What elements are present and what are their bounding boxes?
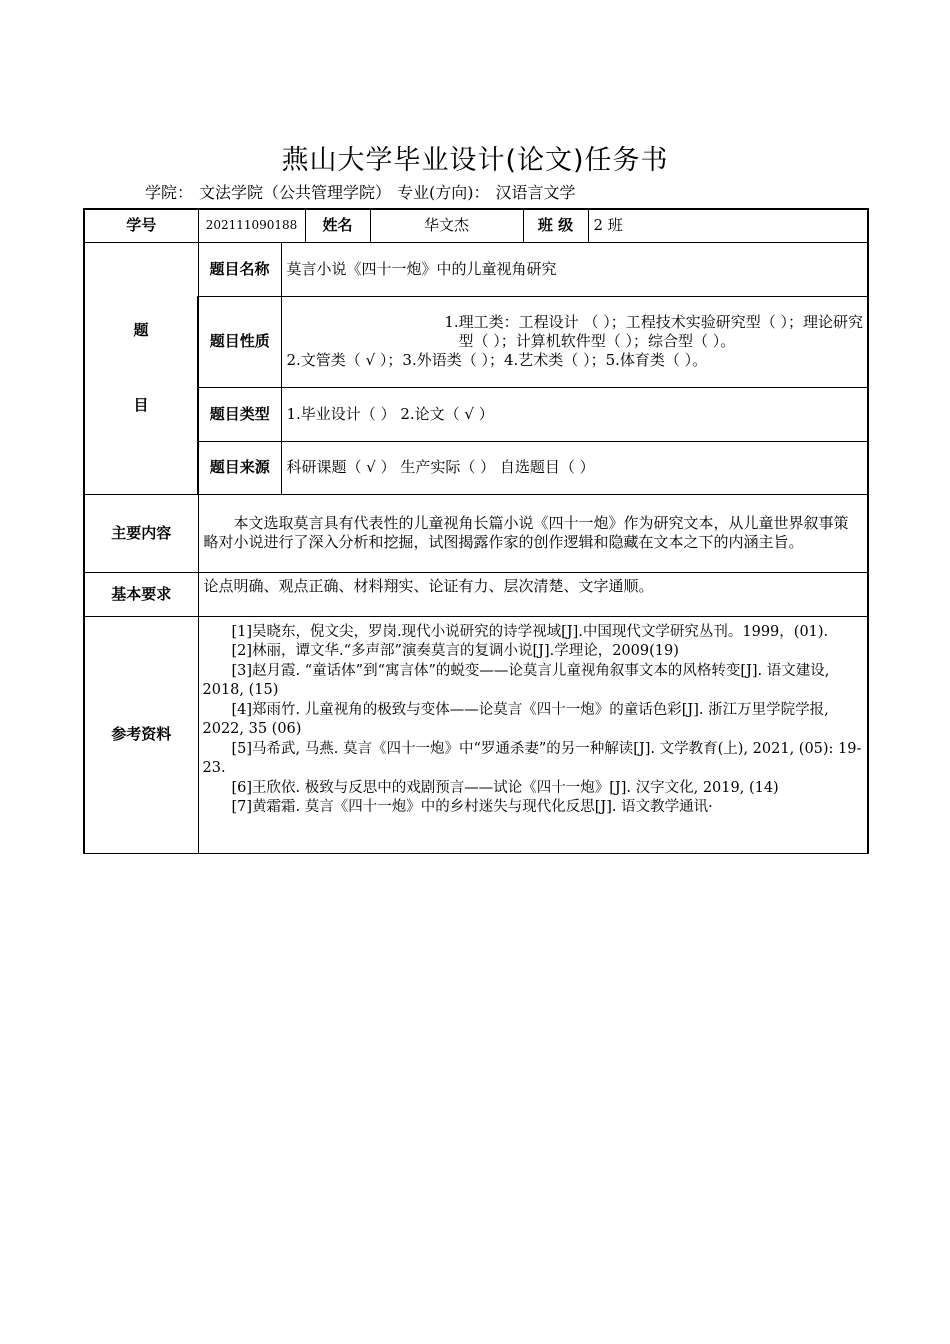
main-content-text: 本文选取莫言具有代表性的儿童视角长篇小说《四十一炮》作为研究文本，从儿童世界叙事策略对小说进行了深入分析和挖掘，试图揭露作家的创作逻辑和隐藏在文本之下的内涵主旨。 (198, 494, 868, 572)
topic-nature-row (84, 296, 868, 387)
topic-name-label: 题目名称 (198, 242, 281, 296)
student-id-value: 202111090188 (198, 209, 305, 242)
reference-item: [3]赵月霞. “童话体”到“寓言体”的蜕变——论莫言儿童视角叙事文本的风格转变[J]. 语文建设, 2018, (15) (202, 662, 830, 698)
main-content-label: 主要内容 (84, 494, 198, 572)
major-value: 汉语言文学 (495, 183, 576, 202)
reference-item: [2]林丽，谭文华.“多声部”演奏莫言的复调小说[J].学理论，2009(19) (231, 643, 679, 659)
topic-type-row (84, 387, 868, 441)
reference-item: [5]马希武, 马燕. 莫言《四十一炮》中“罗通杀妻”的另一种解读[J]. 文学教育(上), 2021, (05): 19-23. (202, 740, 862, 776)
major-label: 专业(方向)： (397, 183, 490, 202)
references-list (198, 616, 868, 853)
reference-item: [4]郑雨竹. 儿童视角的极致与变体——论莫言《四十一炮》的童话色彩[J]. 浙江万里学院学报, 2022, 35 (06) (202, 701, 829, 737)
topic-nature-line-2: 型（ ）；计算机软件型（ ）；综合型（ ）。 (458, 332, 736, 350)
requirements-label: 基本要求 (84, 572, 198, 616)
topic-nature-value (281, 296, 868, 387)
topic-source-row (84, 441, 868, 494)
topic-section-char-2: 目 (133, 396, 149, 414)
name-value: 华文杰 (370, 209, 523, 242)
college-value: 文法学院（公共管理学院） (199, 183, 392, 202)
college-major-line (145, 180, 576, 203)
task-form-table (83, 208, 869, 854)
topic-name-value: 莫言小说《四十一炮》中的儿童视角研究 (281, 242, 868, 296)
class-value: 2 班 (588, 209, 868, 242)
reference-item: [7]黄霜霜. 莫言《四十一炮》中的乡村迷失与现代化反思[J]. 语文教学通讯· (231, 799, 713, 815)
references-label: 参考资料 (84, 616, 198, 853)
student-id-label: 学号 (84, 209, 198, 242)
topic-type-value: 1.毕业设计（ ） 2.论文（ √ ） (281, 387, 868, 441)
topic-type-label: 题目类型 (198, 387, 281, 441)
header-row (84, 209, 868, 242)
topic-section-char-1: 题 (133, 321, 149, 339)
document-title: 燕山大学毕业设计(论文)任务书 (281, 145, 669, 176)
class-label: 班 级 (523, 209, 588, 242)
topic-nature-line-1: 1.理工类：工程设计 （ ）；工程技术实验研究型（ ）；理论研究 (444, 313, 863, 331)
references-row (84, 616, 868, 853)
main-content-row (84, 494, 868, 572)
name-label: 姓名 (305, 209, 370, 242)
reference-item: [1]吴晓东，倪文尖，罗岗.现代小说研究的诗学视域[J].中国现代文学研究丛刊。1999，(01). (231, 623, 829, 640)
topic-section-label (84, 242, 198, 494)
topic-source-label: 题目来源 (198, 441, 281, 494)
college-label: 学院： (145, 183, 194, 202)
topic-source-value: 科研课题（ √ ） 生产实际（ ） 自选题目（ ） (281, 441, 868, 494)
topic-name-row (84, 242, 868, 296)
topic-nature-label: 题目性质 (198, 296, 281, 387)
reference-item: [6]王欣依. 极致与反思中的戏剧预言——试论《四十一炮》[J]. 汉字文化, 2019, (14) (231, 779, 779, 796)
requirements-row (84, 572, 868, 616)
topic-nature-line-3: 2.文管类（ √ ）；3.外语类（ ）；4.艺术类（ ）；5.体育类（ ）。 (286, 351, 708, 369)
requirements-text: 论点明确、观点正确、材料翔实、论证有力、层次清楚、文字通顺。 (198, 572, 868, 616)
